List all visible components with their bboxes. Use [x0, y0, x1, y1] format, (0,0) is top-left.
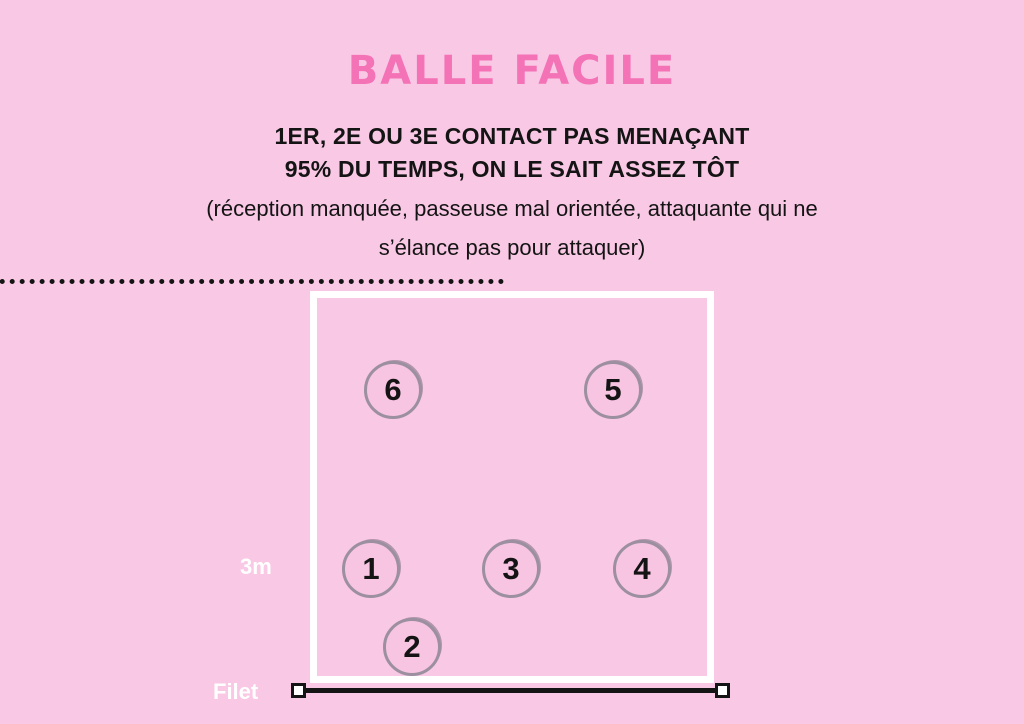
player-token-label: 2	[403, 629, 421, 664]
subtitle-block	[0, 120, 1024, 264]
player-token-4[interactable]	[613, 540, 671, 598]
net-post-right	[715, 683, 730, 698]
player-token-label: 4	[633, 551, 651, 586]
player-token-label: 5	[604, 372, 622, 407]
subtitle-line-1: 1ER, 2E OU 3E CONTACT PAS MENAÇANT	[274, 123, 750, 149]
player-token-label: 6	[384, 372, 402, 407]
three-meter-label: 3m	[240, 554, 272, 579]
player-token-1[interactable]	[342, 540, 400, 598]
player-token-5[interactable]	[584, 361, 642, 419]
net-line	[296, 688, 726, 693]
player-token-3[interactable]	[482, 540, 540, 598]
player-token-label: 1	[362, 551, 380, 586]
net-post-left	[291, 683, 306, 698]
player-token-2[interactable]	[383, 618, 441, 676]
court-boundary-lines	[310, 291, 714, 683]
net-label: Filet	[213, 679, 259, 704]
subtitle-note-line-1: (réception manquée, passeuse mal orientée, attaquante qui ne	[206, 196, 818, 221]
subtitle-note-line-2: s’élance pas pour attaquer)	[378, 235, 646, 260]
player-token-label: 3	[502, 551, 520, 586]
three-meter-line	[0, 279, 504, 284]
volleyball-court	[310, 291, 714, 683]
subtitle-line-2: 95% DU TEMPS, ON LE SAIT ASSEZ TÔT	[284, 156, 740, 182]
page-title: BALLE FACILE	[347, 48, 677, 94]
player-token-6[interactable]	[364, 361, 422, 419]
